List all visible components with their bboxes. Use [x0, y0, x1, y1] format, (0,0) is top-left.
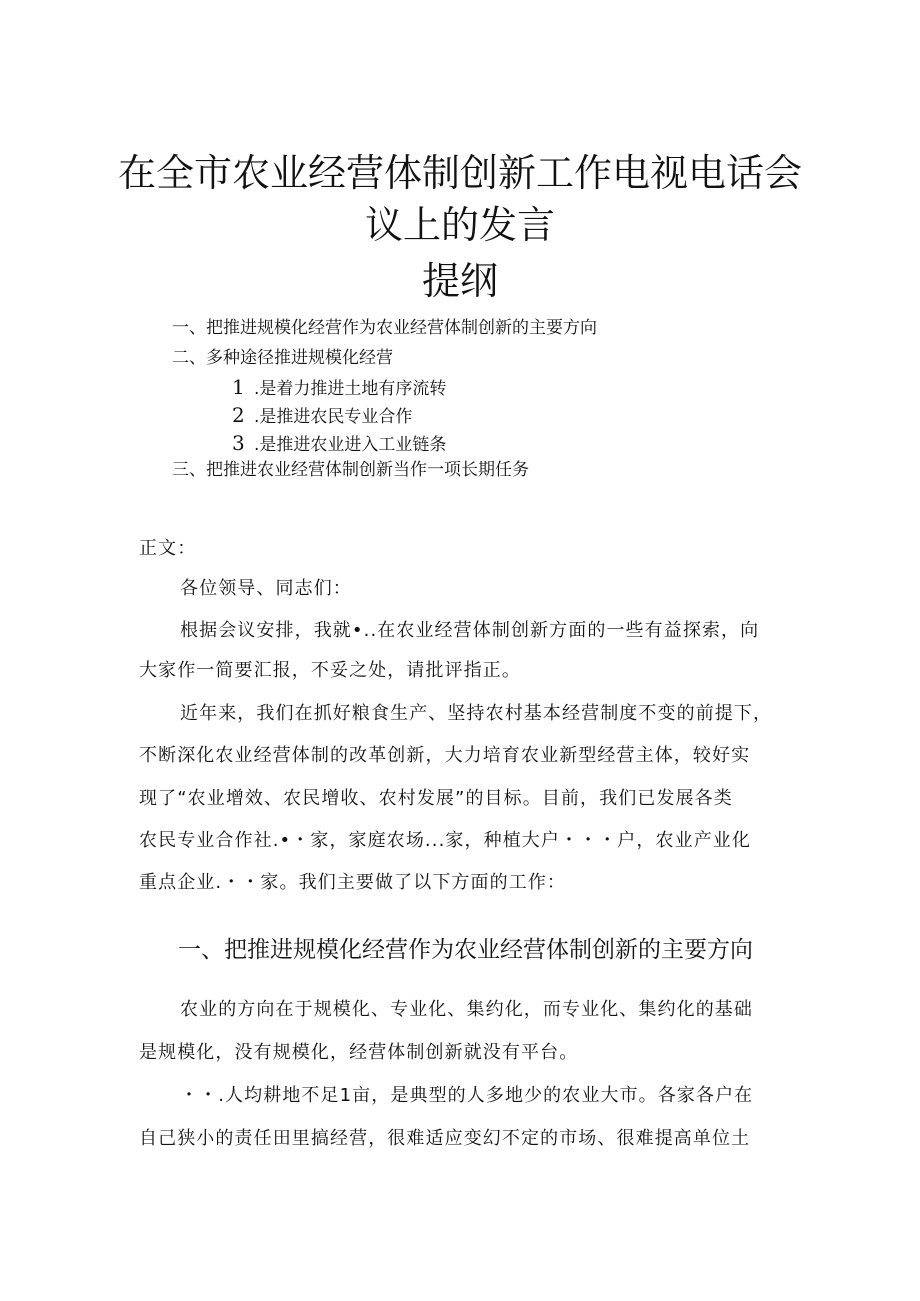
outline-subitem-text: .是着力推进土地有序流转 — [254, 379, 447, 399]
paragraph-2-line-1: 近年来，我们在抓好粮食生产、坚持农村基本经营制度不变的前提下， — [180, 703, 773, 724]
outline-item-3: 三、把推进农业经营体制创新当作一项长期任务 — [172, 460, 529, 480]
outline-subitem-number: 3 — [232, 431, 245, 455]
outline-subitem-2 — [232, 405, 412, 426]
section-1-heading: 一、把推进规模化经营作为农业经营体制创新的主要方向 — [178, 937, 753, 963]
body-label: 正文： — [139, 538, 197, 559]
document-title-line-1: 在全市农业经营体制创新工作电视电话会 — [117, 151, 802, 195]
paragraph-2-line-5: 重点企业.・・家。我们主要做了以下方面的工作： — [139, 872, 567, 893]
outline-subitem-text: .是推进农民专业合作 — [254, 407, 413, 427]
paragraph-2-line-3: 现了“农业增效、农民增收、农村发展”的目标。目前，我们已发展各类 — [139, 788, 733, 809]
paragraph-1-line-2: 大家作一简要汇报，不妥之处，请批评指正。 — [139, 660, 521, 681]
paragraph-3-line-1: 农业的方向在于规模化、专业化、集约化，而专业化、集约化的基础 — [180, 999, 753, 1020]
outline-item-1: 一、把推进规模化经营作为农业经营体制创新的主要方向 — [172, 318, 597, 338]
paragraph-4-line-1: ・・.人均耕地不足1亩，是典型的人多地少的农业大市。各家各户在 — [180, 1085, 754, 1106]
outline-subitem-number: 1 — [232, 375, 245, 399]
outline-item-2: 二、多种途径推进规模化经营 — [172, 348, 393, 368]
outline-subitem-text: .是推进农业进入工业链条 — [254, 435, 447, 455]
outline-subitem-1 — [232, 377, 446, 398]
greeting: 各位领导、同志们： — [180, 578, 352, 599]
outline-title: 提纲 — [421, 259, 498, 303]
document-title-line-2: 议上的发言 — [364, 203, 555, 247]
paragraph-1-line-1: 根据会议安排，我就•..在农业经营体制创新方面的一些有益探索，向 — [180, 620, 760, 641]
outline-subitem-3 — [232, 433, 446, 454]
paragraph-2-line-4: 农民专业合作社.•・家，家庭农场...家，种植大户・・・户，农业产业化 — [139, 830, 752, 851]
paragraph-2-line-2: 不断深化农业经营体制的改革创新，大力培育农业新型经营主体，较好实 — [139, 745, 751, 766]
paragraph-4-line-2: 自己狭小的责任田里搞经营，很难适应变幻不定的市场、很难提高单位土 — [139, 1128, 751, 1149]
paragraph-3-line-2: 是规模化，没有规模化，经营体制创新就没有平台。 — [139, 1042, 579, 1063]
outline-subitem-number: 2 — [232, 403, 245, 427]
